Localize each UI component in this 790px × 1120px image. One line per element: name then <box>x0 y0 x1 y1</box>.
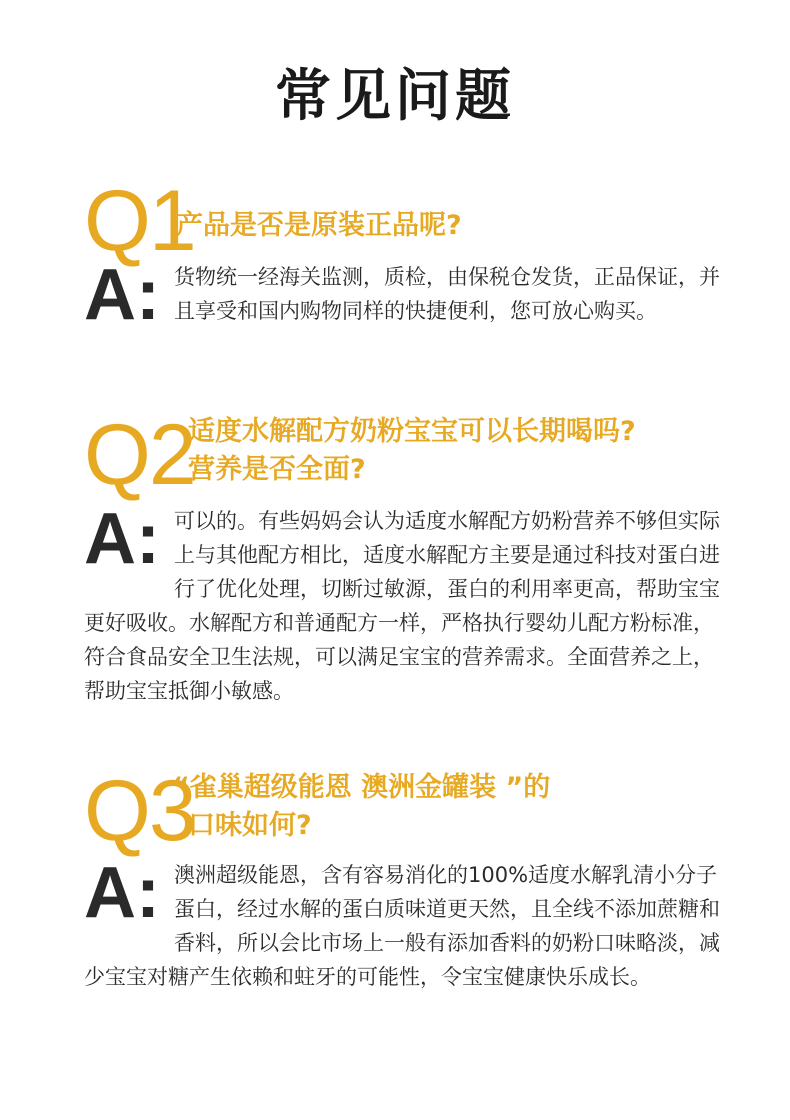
answer-text: 可以的。有些妈妈会认为适度水解配方奶粉营养不够但实际上与其他配方相比，适度水解配方主要是通过科技对蛋白进行了优化处理，切断过敏源，蛋白的利用率更高，帮助宝宝更好吸收。水解配方和普通配方一样，严格执行婴幼儿配方粉标准，符合食品安全卫生法规，可以满足宝宝的营养需求。全面营养之上，帮助宝宝抵御小敏感。 <box>84 509 720 703</box>
question-badge: Q2 <box>84 407 195 503</box>
answer-badge: A: <box>84 255 160 335</box>
answer-badge: A: <box>84 499 160 579</box>
question-text: 产品是否是原装正品呢? <box>176 210 462 241</box>
answer-badge: A: <box>84 853 160 933</box>
question-row <box>84 763 724 859</box>
answer-block <box>84 499 724 708</box>
question-text-line1: 适度水解配方奶粉宝宝可以长期喝吗? <box>188 416 636 447</box>
question-badge: Q3 <box>84 763 195 859</box>
faq-item-1 <box>84 173 724 335</box>
question-text-line2: 口味如何? <box>188 810 312 841</box>
question-badge: Q1 <box>84 173 195 269</box>
faq-item-2 <box>84 407 724 708</box>
question-row <box>84 173 724 269</box>
question-text-line1: “雀巢超级能恩 澳洲金罐装 ”的 <box>172 772 551 803</box>
answer-text: 澳洲超级能恩，含有容易消化的100%适度水解乳清小分子蛋白，经过水解的蛋白质味道更天然，且全线不添加蔗糖和香料，所以会比市场上一般有添加香料的奶粉口味略淡，减少宝宝对糖产生依赖和蛀牙的可能性，令宝宝健康快乐成长。 <box>84 863 720 989</box>
answer-block <box>84 255 724 335</box>
page-title: 常见问题 <box>275 64 515 129</box>
answer-block <box>84 853 724 994</box>
question-row <box>84 407 724 503</box>
faq-item-3 <box>84 763 724 994</box>
answer-text: 货物统一经海关监测，质检，由保税仓发货，正品保证，并且享受和国内购物同样的快捷便利，您可放心购买。 <box>173 265 720 323</box>
question-text-line2: 营养是否全面? <box>188 454 366 485</box>
